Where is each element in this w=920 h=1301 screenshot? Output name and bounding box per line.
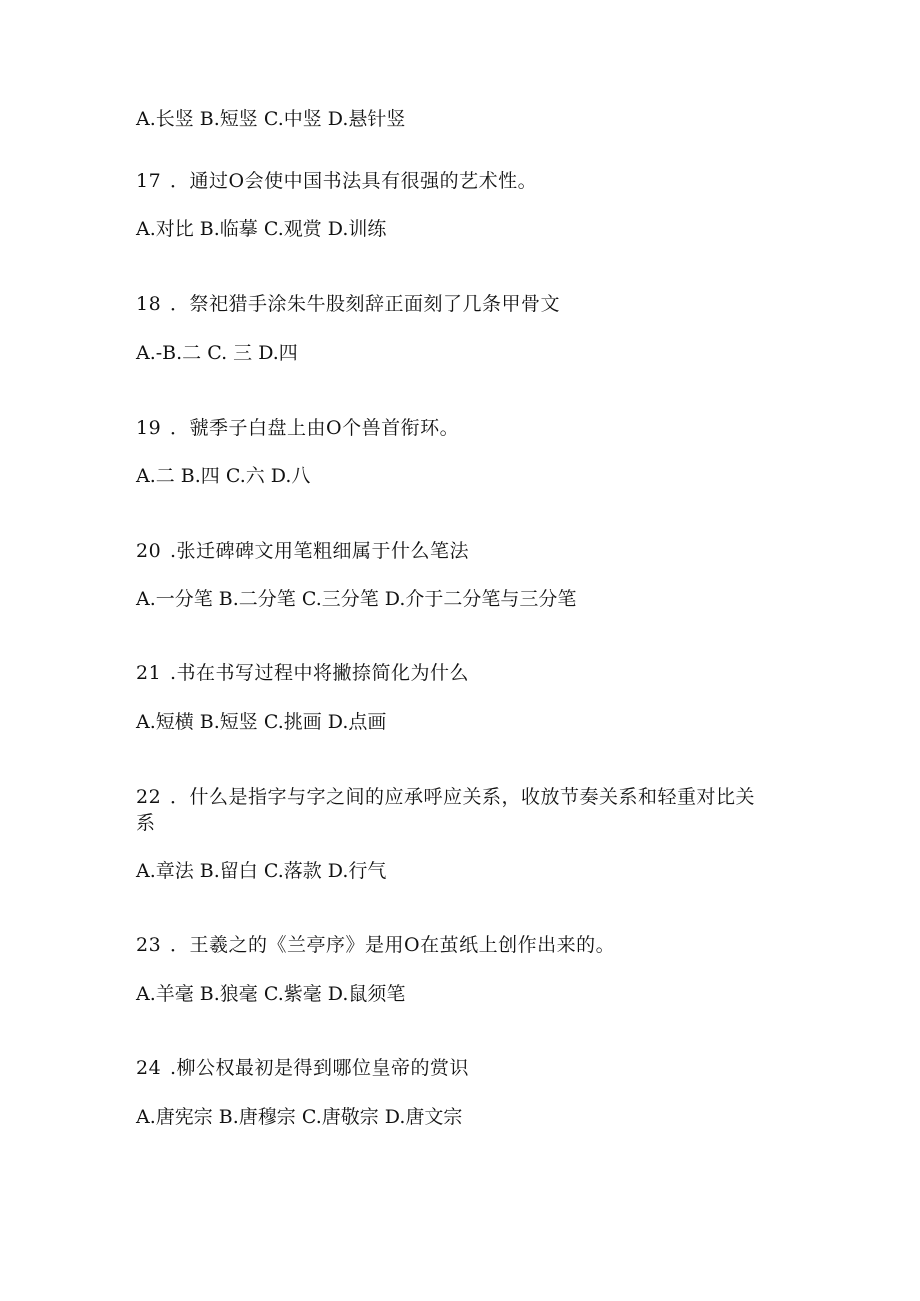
q19-number: 19 bbox=[136, 417, 162, 439]
q23-number: 23 bbox=[136, 934, 162, 956]
q19-text: ．虢季子白盘上由O个兽首衔环。 bbox=[170, 417, 460, 439]
q17-question bbox=[136, 168, 537, 194]
q17-options: A.对比 B.临摹 C.观赏 D.训练 bbox=[136, 218, 387, 240]
q17-number: 17 bbox=[136, 170, 162, 192]
q22-question bbox=[136, 784, 755, 810]
q18-question bbox=[136, 291, 560, 317]
q16-options: A.长竖 B.短竖 C.中竖 D.悬针竖 bbox=[136, 108, 406, 130]
q18-options: A.-B.二 C. 三 D.四 bbox=[136, 342, 298, 364]
q18-number: 18 bbox=[136, 293, 162, 315]
q22-question-continuation: 系 bbox=[136, 812, 156, 834]
q19-options: A.二 B.四 C.六 D.八 bbox=[136, 465, 311, 487]
q18-text: ．祭祀猎手涂朱牛股刻辞正面刻了几条甲骨文 bbox=[170, 293, 561, 315]
q23-question bbox=[136, 932, 615, 958]
q20-number: 20 bbox=[136, 540, 162, 562]
q24-question bbox=[136, 1055, 469, 1081]
q24-number: 24 bbox=[136, 1057, 162, 1079]
q17-text: ．通过O会使中国书法具有很强的艺术性。 bbox=[170, 170, 538, 192]
q21-number: 21 bbox=[136, 662, 162, 684]
q24-text: .柳公权最初是得到哪位皇帝的赏识 bbox=[170, 1057, 470, 1079]
q20-question bbox=[136, 538, 469, 564]
q20-options: A.一分笔 B.二分笔 C.三分笔 D.介于二分笔与三分笔 bbox=[136, 588, 577, 610]
q23-options: A.羊毫 B.狼毫 C.紫毫 D.鼠须笔 bbox=[136, 983, 406, 1005]
q23-text: ．王羲之的《兰亭序》是用O在茧纸上创作出来的。 bbox=[170, 934, 616, 956]
q22-number: 22 bbox=[136, 786, 162, 808]
q19-question bbox=[136, 415, 459, 441]
q22-text: ．什么是指字与字之间的应承呼应关系，收放节奏关系和轻重对比关 bbox=[170, 786, 756, 808]
q22-options: A.章法 B.留白 C.落款 D.行气 bbox=[136, 860, 387, 882]
q21-options: A.短横 B.短竖 C.挑画 D.点画 bbox=[136, 711, 387, 733]
q21-text: .书在书写过程中将撇捺简化为什么 bbox=[170, 662, 470, 684]
q24-options: A.唐宪宗 B.唐穆宗 C.唐敬宗 D.唐文宗 bbox=[136, 1106, 463, 1128]
q21-question bbox=[136, 660, 469, 686]
q20-text: .张迁碑碑文用笔粗细属于什么笔法 bbox=[170, 540, 470, 562]
